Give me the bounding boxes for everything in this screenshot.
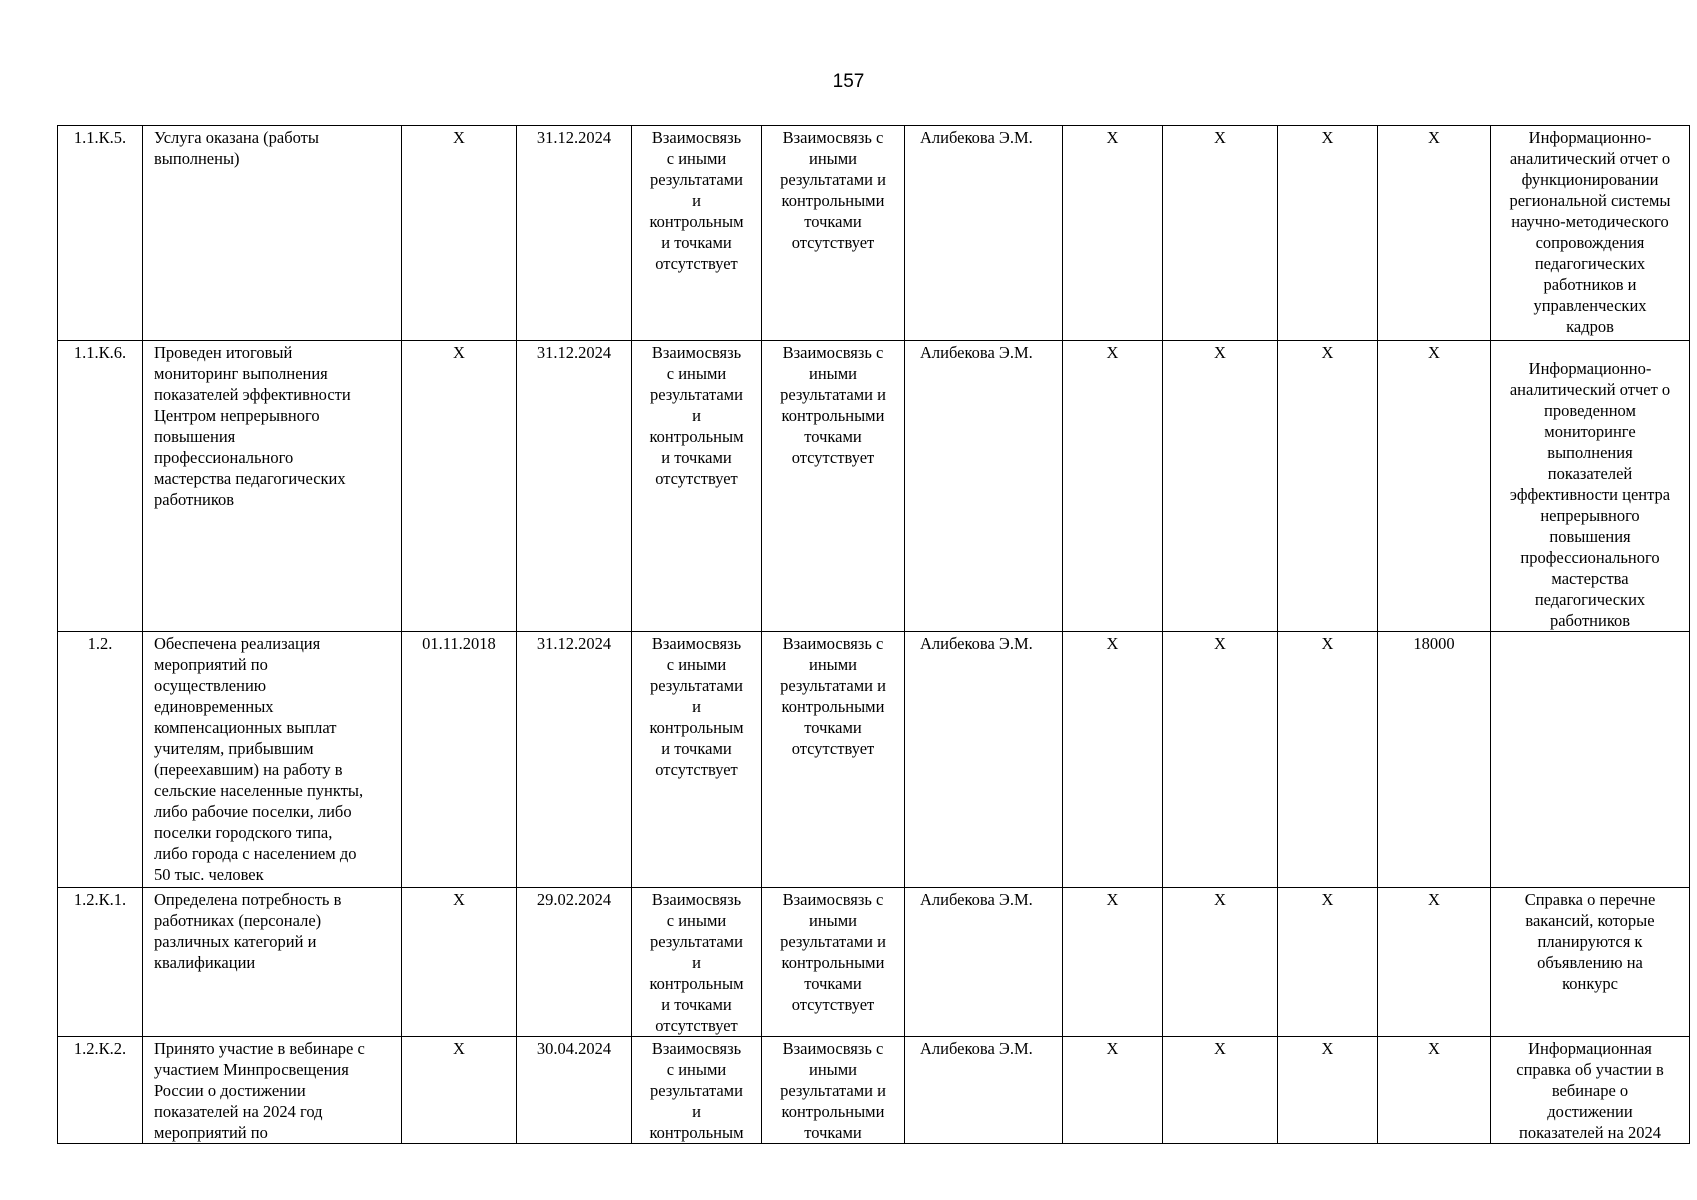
event-name: Принято участие в вебинаре с участием Минпросвещения России о достижении показателей на 2024 год мероприятий по: [143, 1037, 402, 1144]
cell-col-4: X: [1378, 341, 1491, 632]
predecessor-link: Взаимосвязь с иными результатами и контрольным и точками отсутствует: [632, 126, 762, 341]
start-date: X: [402, 126, 517, 341]
cell-col-1: X: [1063, 1037, 1163, 1144]
table-row: [58, 632, 1690, 888]
predecessor-link: Взаимосвязь с иными результатами и контрольным и точками отсутствует: [632, 341, 762, 632]
cell-col-3: X: [1278, 632, 1378, 888]
start-date: X: [402, 1037, 517, 1144]
event-name: Услуга оказана (работы выполнены): [143, 126, 402, 341]
predecessor-link: Взаимосвязь с иными результатами и контрольным и точками отсутствует: [632, 632, 762, 888]
predecessor-link: Взаимосвязь с иными результатами и контрольным: [632, 1037, 762, 1144]
start-date: 01.11.2018: [402, 632, 517, 888]
cell-col-3: X: [1278, 1037, 1378, 1144]
cell-col-1: X: [1063, 341, 1163, 632]
cell-col-3: X: [1278, 888, 1378, 1037]
successor-link: Взаимосвязь с иными результатами и контрольными точками отсутствует: [762, 126, 905, 341]
row-number: 1.2.К.2.: [58, 1037, 143, 1144]
page-number: 157: [832, 71, 865, 92]
table-row: [58, 1037, 1690, 1144]
result-document: Информационная справка об участии в вебинаре о достижении показателей на 2024: [1491, 1037, 1690, 1144]
successor-link: Взаимосвязь с иными результатами и контрольными точками отсутствует: [762, 341, 905, 632]
result-document: [1491, 632, 1690, 888]
cell-col-3: X: [1278, 126, 1378, 341]
responsible-person: Алибекова Э.М.: [905, 888, 1063, 1037]
responsible-person: Алибекова Э.М.: [905, 632, 1063, 888]
control-points-table: [57, 125, 1690, 1144]
cell-col-1: X: [1063, 888, 1163, 1037]
event-name: Обеспечена реализация мероприятий по осуществлению единовременных компенсационных выплат учителям, прибывшим (переехавшим) на работу в сельские населенные пункты, либо рабочие поселки, либо поселки городского типа, либо города с населением до 50 тыс. человек: [143, 632, 402, 888]
end-date: 31.12.2024: [517, 632, 632, 888]
successor-link: Взаимосвязь с иными результатами и контрольными точками: [762, 1037, 905, 1144]
row-number: 1.1.К.6.: [58, 341, 143, 632]
cell-col-4: X: [1378, 126, 1491, 341]
cell-col-2: X: [1163, 1037, 1278, 1144]
cell-col-2: X: [1163, 341, 1278, 632]
event-name: Определена потребность в работниках (персонале) различных категорий и квалификации: [143, 888, 402, 1037]
table-row: [58, 341, 1690, 632]
end-date: 30.04.2024: [517, 1037, 632, 1144]
row-number: 1.2.К.1.: [58, 888, 143, 1037]
cell-col-2: X: [1163, 632, 1278, 888]
end-date: 31.12.2024: [517, 341, 632, 632]
event-name: Проведен итоговый мониторинг выполнения показателей эффективности Центром непрерывного повышения профессионального мастерства педагогических работников: [143, 341, 402, 632]
cell-col-3: X: [1278, 341, 1378, 632]
result-document: Справка о перечне вакансий, которые планируются к объявлению на конкурс: [1491, 888, 1690, 1037]
cell-col-2: X: [1163, 126, 1278, 341]
responsible-person: Алибекова Э.М.: [905, 1037, 1063, 1144]
cell-col-4: X: [1378, 1037, 1491, 1144]
row-number: 1.1.К.5.: [58, 126, 143, 341]
result-document: Информационно- аналитический отчет о проведенном мониторинге выполнения показателей эффективности центра непрерывного повышения профессионального мастерства педагогических работников: [1491, 341, 1690, 632]
table-row: [58, 126, 1690, 341]
end-date: 29.02.2024: [517, 888, 632, 1037]
predecessor-link: Взаимосвязь с иными результатами и контрольным и точками отсутствует: [632, 888, 762, 1037]
start-date: X: [402, 341, 517, 632]
end-date: 31.12.2024: [517, 126, 632, 341]
table-row: [58, 888, 1690, 1037]
result-document: Информационно- аналитический отчет о функционировании региональной системы научно-методического сопровождения педагогических работников и управленческих кадров: [1491, 126, 1690, 341]
cell-col-1: X: [1063, 632, 1163, 888]
responsible-person: Алибекова Э.М.: [905, 126, 1063, 341]
start-date: X: [402, 888, 517, 1037]
successor-link: Взаимосвязь с иными результатами и контрольными точками отсутствует: [762, 632, 905, 888]
cell-col-1: X: [1063, 126, 1163, 341]
cell-col-2: X: [1163, 888, 1278, 1037]
cell-col-4: 18000: [1378, 632, 1491, 888]
responsible-person: Алибекова Э.М.: [905, 341, 1063, 632]
successor-link: Взаимосвязь с иными результатами и контрольными точками отсутствует: [762, 888, 905, 1037]
cell-col-4: X: [1378, 888, 1491, 1037]
row-number: 1.2.: [58, 632, 143, 888]
